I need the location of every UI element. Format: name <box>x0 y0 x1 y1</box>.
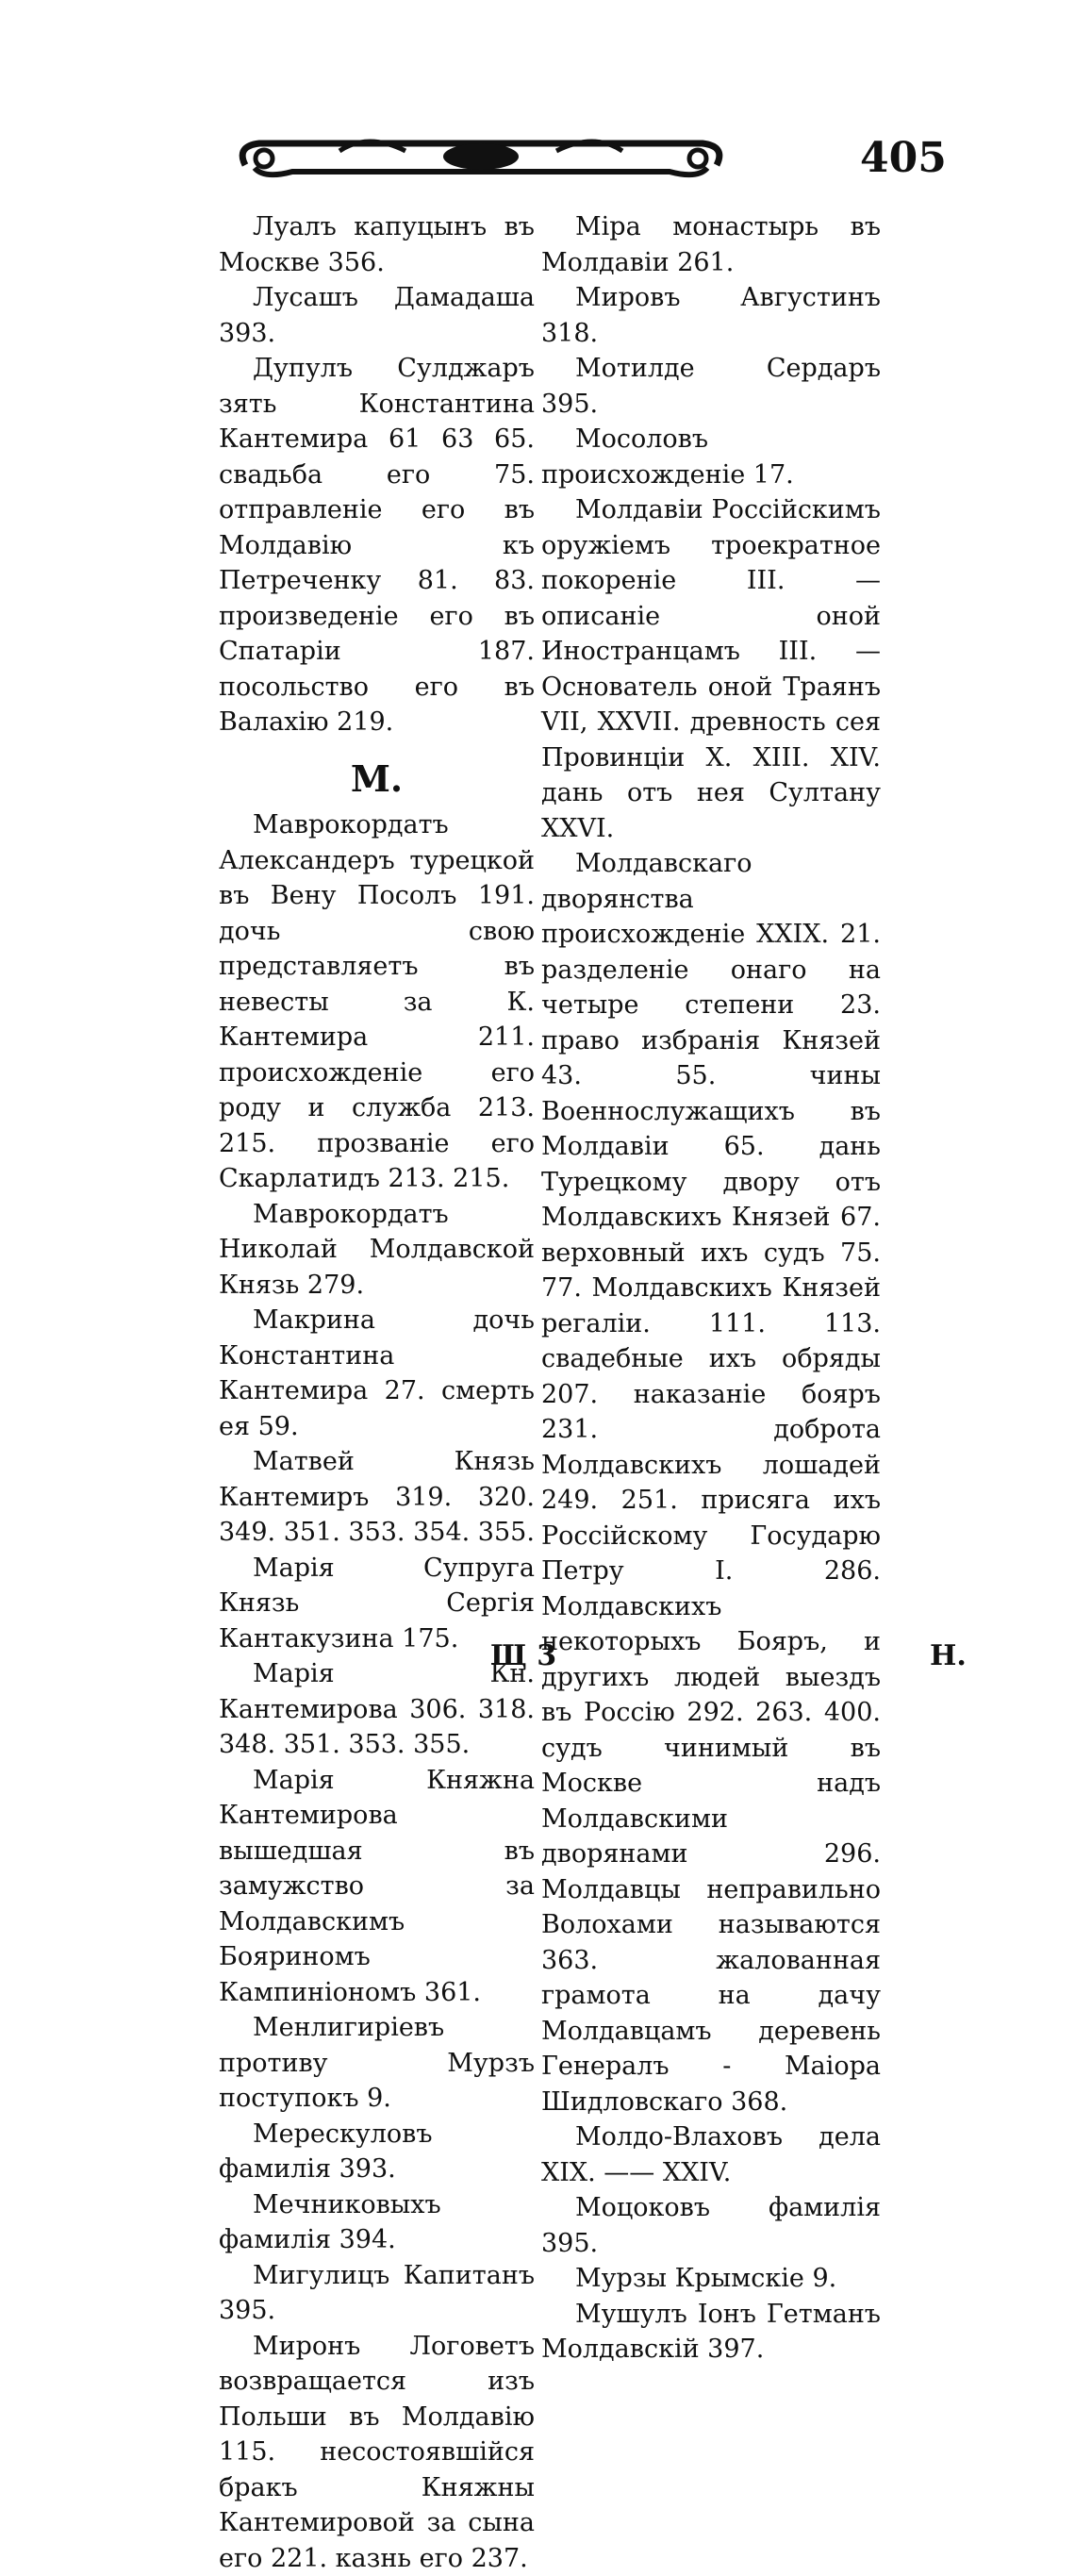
index-entry: Мотилде Сердаръ 395. <box>541 351 881 422</box>
index-entry: Макрина дочь Константина Кантемира 27. смерть ея 59. <box>219 1303 535 1444</box>
index-entry: Мушулъ Іонъ Гетманъ Молдавскій 397. <box>541 2297 881 2368</box>
page-number: 405 <box>860 134 947 182</box>
index-entry: Марія Княжна Кантемирова вышедшая въ замужство за Молдавскимъ Бояриномъ Кампиніономъ 361. <box>219 1763 535 2011</box>
index-entry: Моцоковъ фамилія 395. <box>541 2190 881 2261</box>
index-entry: Молдавіи Россійскимъ оружіемъ троекратное покореніе III. — описаніе оной Иностранцамъ III. — Основатель оной Траянъ VII, XXVII. древность сея Провинціи X. XIII. XIV. дань отъ нея Султану XXVI. <box>541 492 881 846</box>
index-entry: Менлигиріевъ противу Мурзъ поступокъ 9. <box>219 2010 535 2117</box>
index-entry: Дупулъ Сулджаръ зять Константина Кантемира 61 63 65. свадьба его 75. отправленіе его въ Молдавію къ Петреченку 81. 83. произведеніе его въ Спатаріи 187. посольство его въ Валахію 219. <box>219 351 535 740</box>
index-entry: Миронъ Логоветъ возвращается изъ Польши въ Молдавію 115. несостоявшійся бракъ Княжны Кантемировой за сына его 221. казнь его 237. <box>219 2329 535 2576</box>
index-entry: Луалъ капуцынъ въ Москве 356. <box>219 209 535 280</box>
index-entry: Мерескуловъ фамилія 393. <box>219 2117 535 2187</box>
catchword: Н. <box>930 1639 967 1672</box>
index-entry: Молдо-Влаховъ дела XIX. —— XXIV. <box>541 2119 881 2190</box>
index-entry: Мигулицъ Капитанъ 395. <box>219 2258 535 2329</box>
index-entry: Матвей Князь Кантемиръ 319. 320. 349. 351. 353. 354. 355. <box>219 1444 535 1551</box>
index-entry: Міра монастырь въ Молдавіи 261. <box>541 209 881 280</box>
scroll-ornament-icon <box>226 123 736 189</box>
index-entry: Мурзы Крымскіе 9. <box>541 2261 881 2297</box>
index-entry: Мечниковыхъ фамилія 394. <box>219 2187 535 2258</box>
index-entry: Мировъ Августинъ 318. <box>541 280 881 351</box>
index-entry: Маврокордатъ Николай Молдавской Князь 279. <box>219 1197 535 1304</box>
letter-heading: M. <box>219 761 535 797</box>
index-entry: Молдавскаго дворянства происхожденіе XXIX. 21. разделеніе онаго на четыре степени 23. право избранія Князей 43. 55. чины Военнослужащихъ въ Молдавіи 65. дань Турецкому двору отъ Молдавскихъ Князей 67. верховный ихъ судъ 75. 77. Молдавскихъ Князей регаліи. 111. 113. свадебные ихъ обряды 207. наказаніе бояръ 231. доброта Молдавскихъ лошадей 249. 251. присяга ихъ Россійскому Государю Петру I. 286. Молдавскихъ некоторыхъ Бояръ, и другихъ людей выездъ въ Россію 292. 263. 400. судъ чинимый въ Москве надъ Молдавскими дворянами 296. Молдавцы неправильно Волохами называются 363. жалованная грамота на дачу Молдавцамъ деревень Генералъ - Маіора Шидловскаго 368. <box>541 846 881 2119</box>
index-entry: Маврокордатъ Александеръ турецкой въ Вену Посолъ 191. дочь свою представляетъ въ невесты за К. Кантемира 211. происхожденіе его роду и служба 213. 215. прозваніе его Скарлатидъ 213. 215. <box>219 807 535 1197</box>
index-entry: Мосоловъ происхожденіе 17. <box>541 422 881 492</box>
left-column <box>219 209 535 2576</box>
right-column <box>541 209 881 2368</box>
signature-mark: Щ 3 <box>490 1639 556 1672</box>
index-entry: Лусашъ Дамадаша 393. <box>219 280 535 351</box>
index-entry: Марія Кн. Кантемирова 306. 318. 348. 351. 353. 355. <box>219 1656 535 1763</box>
index-entry: Марія Супруга Князь Сергія Кантакузина 175. <box>219 1551 535 1657</box>
